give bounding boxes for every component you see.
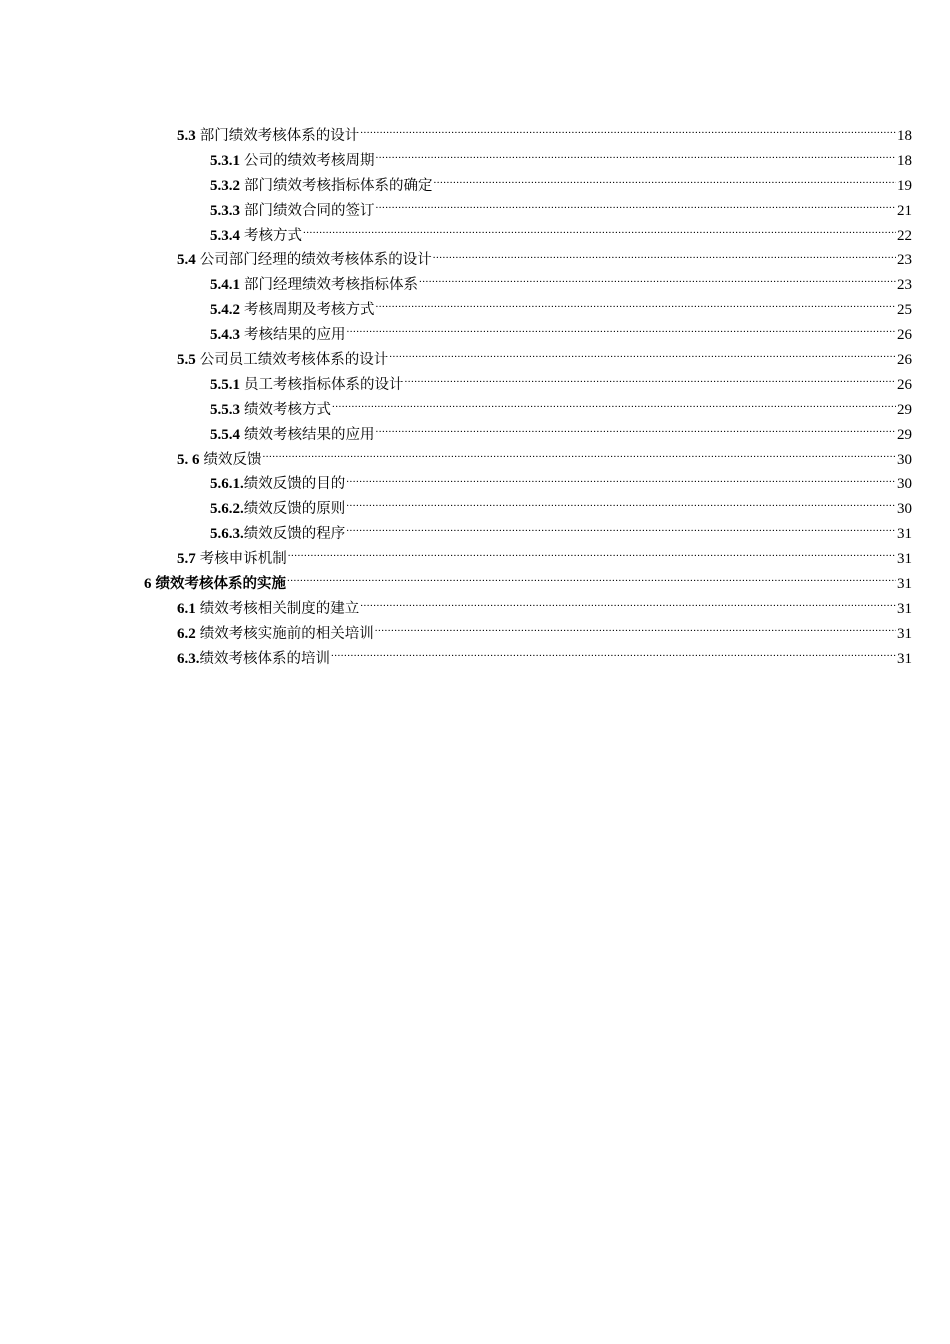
toc-entry[interactable] — [0, 273, 950, 298]
toc-entry-title: 绩效考核相关制度的建立 — [199, 600, 360, 617]
toc-entry-number: 5.3.1 — [210, 152, 240, 169]
toc-entry-title: 考核结果的应用 — [244, 327, 346, 344]
toc-entry-title: 公司员工绩效考核体系的设计 — [199, 352, 389, 369]
toc-entry-page-number: 26 — [897, 352, 912, 369]
toc-entry-title: 绩效考核实施前的相关培训 — [199, 625, 374, 642]
toc-entry-title: 公司部门经理的绩效考核体系的设计 — [199, 252, 432, 269]
toc-dot-leader — [405, 374, 897, 389]
toc-entry[interactable] — [0, 423, 950, 448]
toc-entry[interactable] — [0, 174, 950, 199]
toc-entry-title: 绩效反馈的原则 — [243, 501, 346, 518]
toc-dot-leader — [360, 598, 896, 613]
toc-entry[interactable] — [0, 597, 950, 622]
toc-entry[interactable] — [0, 472, 950, 497]
toc-entry[interactable] — [0, 348, 950, 373]
toc-entry-title: 绩效反馈的程序 — [243, 526, 346, 543]
toc-entry-page-number: 21 — [897, 202, 912, 219]
toc-entry-number: 6 — [144, 576, 152, 593]
toc-entry-number: 5.5 — [177, 352, 196, 369]
toc-entry-title: 绩效反馈的目的 — [243, 476, 346, 493]
toc-entry-number: 5.3.3 — [210, 202, 240, 219]
toc-entry-number: 5.3 — [177, 128, 196, 144]
toc-entry[interactable] — [0, 497, 950, 522]
toc-entry[interactable] — [0, 373, 950, 398]
toc-entry-number: 5.4.1 — [210, 277, 240, 294]
toc-dot-leader — [263, 449, 897, 464]
toc-entry[interactable] — [0, 124, 950, 149]
toc-entry-title: 绩效考核方式 — [244, 401, 331, 418]
toc-entry-number: 5.4.2 — [210, 302, 240, 319]
toc-entry-page-number: 29 — [897, 426, 912, 443]
table-of-contents — [0, 124, 950, 672]
toc-entry-title: 绩效反馈 — [203, 451, 262, 468]
toc-entry[interactable] — [0, 547, 950, 572]
toc-dot-leader — [376, 424, 897, 439]
toc-dot-leader — [375, 623, 896, 638]
toc-entry-page-number: 19 — [897, 177, 912, 194]
toc-entry-title: 部门经理绩效考核指标体系 — [244, 277, 418, 294]
toc-entry-page-number: 30 — [897, 501, 912, 518]
toc-entry-number: 5. 6 — [177, 451, 200, 468]
toc-entry-title: 考核方式 — [244, 227, 302, 244]
toc-entry[interactable] — [0, 572, 950, 597]
toc-entry-title: 绩效考核体系的培训 — [199, 650, 330, 667]
toc-dot-leader — [347, 324, 897, 339]
toc-dot-leader — [331, 648, 896, 663]
toc-entry-number: 5.3.2 — [210, 177, 240, 194]
toc-entry[interactable] — [0, 224, 950, 249]
toc-entry-page-number: 23 — [897, 252, 912, 269]
toc-entry-title: 员工考核指标体系的设计 — [244, 376, 404, 393]
toc-entry[interactable] — [0, 448, 950, 473]
toc-entry[interactable] — [0, 248, 950, 273]
toc-dot-leader — [287, 573, 896, 588]
toc-entry-page-number: 31 — [897, 625, 912, 642]
toc-entry-page-number: 31 — [897, 551, 912, 568]
toc-dot-leader — [303, 225, 896, 240]
toc-entry[interactable] — [0, 622, 950, 647]
toc-entry-number: 5.4.3 — [210, 327, 240, 344]
toc-entry-number: 5.6.1. — [210, 476, 244, 493]
toc-entry[interactable] — [0, 149, 950, 174]
toc-dot-leader — [288, 548, 896, 563]
toc-entry-title: 考核周期及考核方式 — [244, 302, 375, 319]
toc-dot-leader — [433, 249, 896, 264]
toc-entry[interactable] — [0, 298, 950, 323]
toc-entry[interactable] — [0, 647, 950, 672]
toc-entry-page-number: 26 — [897, 376, 912, 393]
toc-dot-leader — [346, 523, 896, 538]
toc-dot-leader — [360, 125, 896, 140]
toc-entry-number: 5.5.3 — [210, 401, 240, 418]
toc-entry-page-number: 31 — [897, 526, 912, 543]
toc-entry-number: 5.5.4 — [210, 426, 240, 443]
toc-entry-title: 绩效考核体系的实施 — [155, 576, 286, 593]
toc-entry[interactable] — [0, 323, 950, 348]
toc-entry[interactable] — [0, 522, 950, 547]
toc-entry-title: 部门绩效合同的签订 — [244, 202, 375, 219]
toc-entry-title: 公司的绩效考核周期 — [244, 152, 375, 169]
toc-dot-leader — [376, 299, 897, 314]
toc-entry-page-number: 30 — [897, 476, 912, 493]
toc-entry-number: 5.3.4 — [210, 227, 240, 244]
toc-dot-leader — [419, 274, 896, 289]
toc-entry-page-number: 25 — [897, 302, 912, 319]
toc-entry-title: 绩效考核结果的应用 — [244, 426, 375, 443]
toc-dot-leader — [332, 399, 896, 414]
toc-entry-page-number: 26 — [897, 327, 912, 344]
toc-entry-number: 6.2 — [177, 625, 196, 642]
toc-entry-title: 部门绩效考核体系的设计 — [199, 128, 360, 144]
toc-entry-number: 5.6.3. — [210, 526, 244, 543]
toc-entry-number: 5.6.2. — [210, 501, 244, 518]
toc-entry-page-number: 22 — [897, 227, 912, 244]
toc-dot-leader — [346, 473, 896, 488]
toc-entry-page-number: 30 — [897, 451, 912, 468]
toc-entry[interactable] — [0, 199, 950, 224]
toc-entry-page-number: 29 — [897, 401, 912, 418]
toc-entry-number: 5.7 — [177, 551, 196, 568]
toc-entry-number: 5.4 — [177, 252, 196, 269]
toc-entry-page-number: 31 — [897, 576, 912, 593]
toc-entry-title: 考核申诉机制 — [199, 551, 287, 568]
toc-entry-number: 6.1 — [177, 600, 196, 617]
toc-entry-number: 6.3. — [177, 650, 200, 667]
toc-entry[interactable] — [0, 398, 950, 423]
toc-dot-leader — [389, 349, 896, 364]
toc-entry-number: 5.5.1 — [210, 376, 240, 393]
toc-dot-leader — [376, 150, 897, 165]
toc-dot-leader — [376, 200, 897, 215]
toc-dot-leader — [346, 498, 896, 513]
toc-entry-page-number: 18 — [897, 152, 912, 169]
toc-entry-page-number: 31 — [897, 650, 912, 667]
toc-entry-page-number: 31 — [897, 600, 912, 617]
toc-entry-title: 部门绩效考核指标体系的确定 — [244, 177, 433, 194]
toc-dot-leader — [434, 175, 897, 190]
toc-entry-page-number: 23 — [897, 277, 912, 294]
toc-entry-page-number: 18 — [897, 128, 912, 144]
